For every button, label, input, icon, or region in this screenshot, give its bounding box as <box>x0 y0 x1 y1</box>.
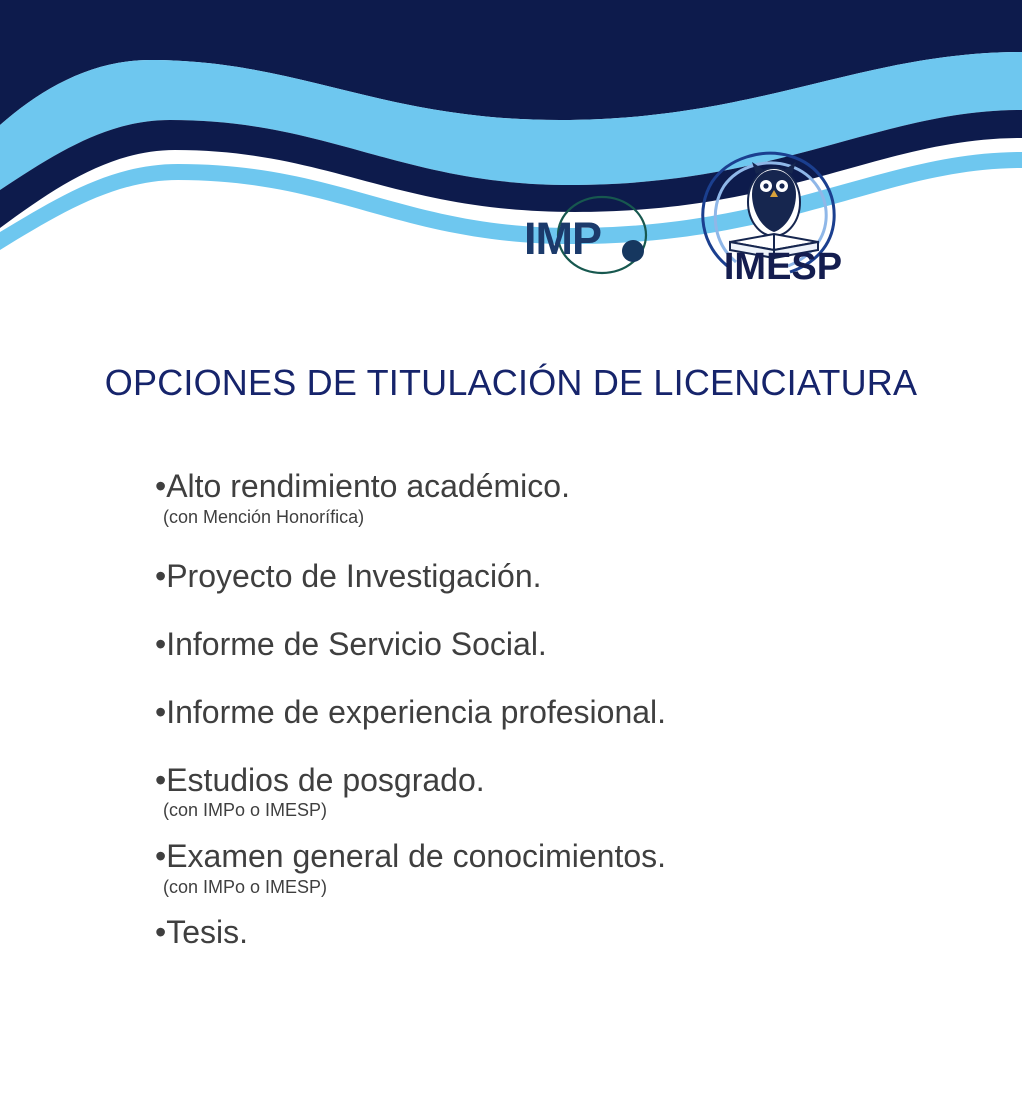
spacer <box>155 612 955 626</box>
option-note: (con IMPo o IMESP) <box>163 800 328 821</box>
list-item <box>155 626 955 664</box>
titulacion-options-list <box>155 468 955 968</box>
logo-group <box>500 150 900 310</box>
bullet-marker: • <box>155 468 167 504</box>
imp-logo <box>510 195 670 275</box>
bullet-marker: • <box>155 693 167 730</box>
bullet-marker: • <box>155 837 167 874</box>
list-item <box>155 694 955 732</box>
option-label: Estudios de posgrado. <box>166 761 485 798</box>
list-item <box>155 914 955 952</box>
option-note: (con Mención Honorífica) <box>163 506 365 527</box>
spacer <box>155 544 955 558</box>
option-label: Alto rendimiento académico. <box>166 468 570 504</box>
option-label: Informe de experiencia profesional. <box>166 693 667 730</box>
spacer <box>155 680 955 694</box>
option-label: Examen general de conocimientos. <box>166 837 667 874</box>
imp-dot-icon <box>622 240 644 262</box>
bullet-marker: • <box>155 914 167 951</box>
imesp-logo <box>690 150 870 310</box>
spacer <box>155 748 955 762</box>
list-item <box>155 762 955 822</box>
bullet-marker: • <box>155 626 167 663</box>
list-item <box>155 838 955 898</box>
option-label: Informe de Servicio Social. <box>166 626 547 663</box>
imp-logo-text: IMP <box>524 213 602 264</box>
bullet-marker: • <box>155 558 167 595</box>
list-item <box>155 468 955 528</box>
option-label: Proyecto de Investigación. <box>166 558 542 595</box>
imesp-logo-text: IMESP <box>723 246 843 288</box>
option-note: (con IMPo o IMESP) <box>163 876 328 897</box>
page-title: OPCIONES DE TITULACIÓN DE LICENCIATURA <box>104 362 918 403</box>
option-label: Tesis. <box>166 914 248 951</box>
bullet-marker: • <box>155 761 167 798</box>
list-item <box>155 558 955 596</box>
